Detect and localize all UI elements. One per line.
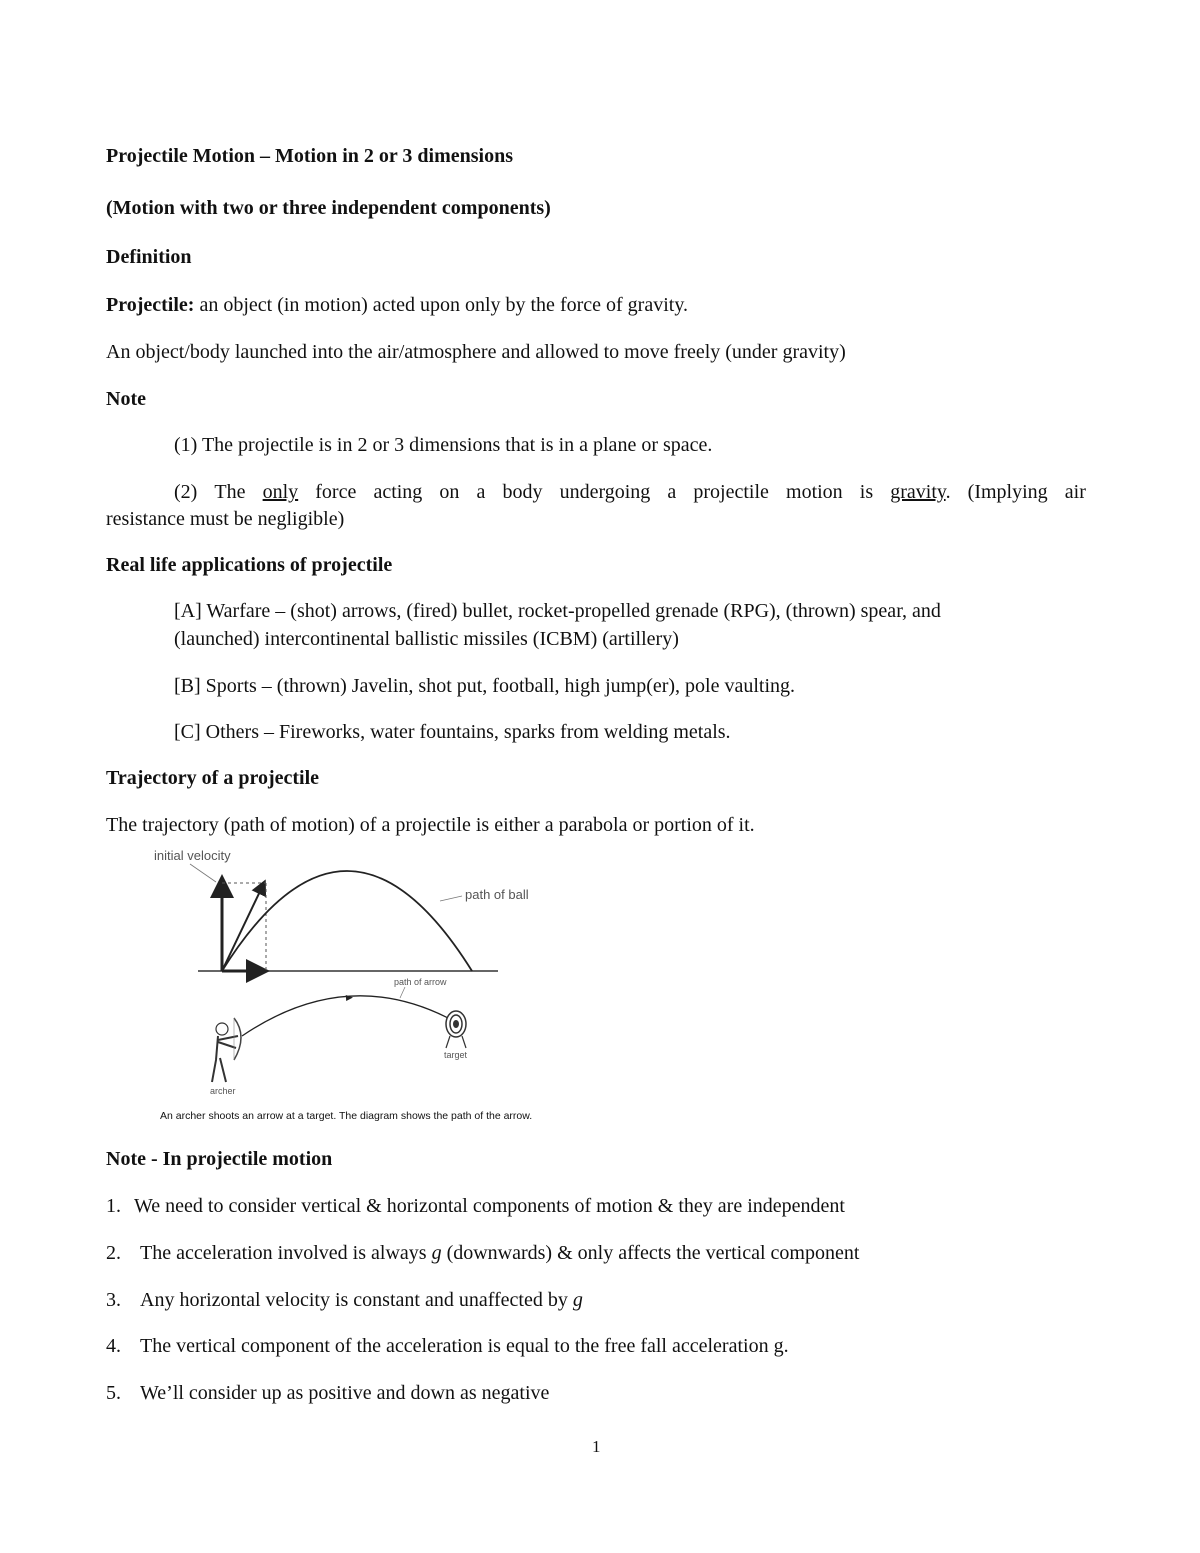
note2-w2: The	[214, 481, 246, 503]
app-a-line-2: (launched) intercontinental ballistic missiles (ICBM) (artillery)	[174, 628, 679, 650]
note2-w10: projectile	[693, 481, 769, 503]
leader-path-of-ball	[440, 896, 462, 901]
projectile-figure	[150, 846, 570, 1108]
note2-w4: acting	[373, 481, 423, 503]
note2-only: only	[262, 481, 299, 503]
page-number: 1	[592, 1437, 601, 1456]
resultant-velocity-arrow	[222, 883, 264, 971]
trajectory-heading: Trajectory of a projectile	[106, 767, 320, 789]
subtitle: (Motion with two or three independent components)	[106, 197, 551, 219]
list-item	[106, 1194, 845, 1218]
list-text: We’ll consider up as positive and down as negative	[140, 1382, 550, 1404]
app-c: [C] Others – Fireworks, water fountains, sparks from welding metals.	[174, 721, 731, 743]
note-heading: Note	[106, 388, 146, 410]
g-symbol: g	[431, 1242, 442, 1264]
note2-period: .	[945, 481, 951, 503]
note-pm-heading: Note - In projectile motion	[106, 1148, 333, 1170]
note2-gravity-wrap	[890, 480, 950, 504]
projectile-term: Projectile:	[106, 294, 195, 316]
label-archer: archer	[210, 1086, 236, 1096]
projectile-definition	[106, 293, 688, 317]
note-2-line-2: resistance must be negligible)	[106, 508, 345, 530]
note2-w9: a	[667, 481, 677, 503]
arrow-path	[242, 996, 448, 1036]
note2-w1: (2)	[174, 481, 198, 503]
ball-path	[222, 871, 472, 971]
leader-path-of-arrow	[400, 987, 405, 998]
list-text: The vertical component of the acceleration is equal to the free fall acceleration g.	[140, 1335, 789, 1357]
apps-heading: Real life applications of projectile	[106, 554, 393, 576]
list-item	[106, 1241, 859, 1265]
note-2-justified	[174, 480, 1086, 504]
list-number: 5.	[106, 1382, 121, 1404]
list-text-pre: The acceleration involved is always	[140, 1242, 432, 1264]
list-item	[106, 1334, 789, 1358]
list-number: 4.	[106, 1335, 121, 1357]
figure-caption: An archer shoots an arrow at a target. The diagram shows the path of the arrow.	[160, 1110, 533, 1122]
label-target: target	[444, 1050, 468, 1060]
app-b: [B] Sports – (thrown) Javelin, shot put, football, high jump(er), pole vaulting.	[174, 675, 796, 697]
list-item	[106, 1381, 549, 1405]
definition-heading: Definition	[106, 246, 192, 268]
archer-icon	[212, 1018, 241, 1082]
note2-w3: force	[315, 481, 357, 503]
list-text-pre: Any horizontal velocity is constant and unaffected by	[140, 1289, 573, 1311]
note2-w15: air	[1064, 481, 1086, 503]
label-path-of-arrow: path of arrow	[394, 977, 447, 987]
list-item	[106, 1288, 583, 1312]
label-path-of-ball: path of ball	[465, 887, 529, 902]
list-number: 1.	[106, 1195, 121, 1217]
note2-gravity: gravity	[890, 481, 946, 503]
target-icon	[446, 1011, 466, 1048]
note-1: (1) The projectile is in 2 or 3 dimensions that is in a plane or space.	[174, 434, 713, 456]
list-text: We need to consider vertical & horizontal components of motion & they are independent	[134, 1195, 845, 1217]
list-number: 2.	[106, 1242, 121, 1264]
note2-w8: undergoing	[559, 481, 651, 503]
label-initial-velocity: initial velocity	[154, 848, 231, 863]
list-text-post: (downwards) & only affects the vertical component	[441, 1242, 860, 1264]
note2-w14: (Implying	[967, 481, 1048, 503]
app-a-line-1: [A] Warfare – (shot) arrows, (fired) bullet, rocket-propelled grenade (RPG), (thrown) spear, and	[174, 600, 941, 622]
trajectory-text: The trajectory (path of motion) of a projectile is either a parabola or portion of it.	[106, 814, 755, 836]
note-2-line-1	[174, 480, 1086, 504]
leader-initial-velocity	[190, 864, 216, 882]
g-symbol: g	[572, 1289, 583, 1311]
note2-w5: on	[439, 481, 460, 503]
object-definition: An object/body launched into the air/atmosphere and allowed to move freely (under gravity)	[106, 341, 846, 363]
page-title: Projectile Motion – Motion in 2 or 3 dimensions	[106, 145, 514, 167]
list-number: 3.	[106, 1289, 121, 1311]
note2-w12: is	[859, 481, 874, 503]
note2-w6: a	[476, 481, 486, 503]
note2-w7: body	[502, 481, 543, 503]
note2-w11: motion	[786, 481, 843, 503]
projectile-def-text: an object (in motion) acted upon only by the force of gravity.	[194, 294, 689, 316]
